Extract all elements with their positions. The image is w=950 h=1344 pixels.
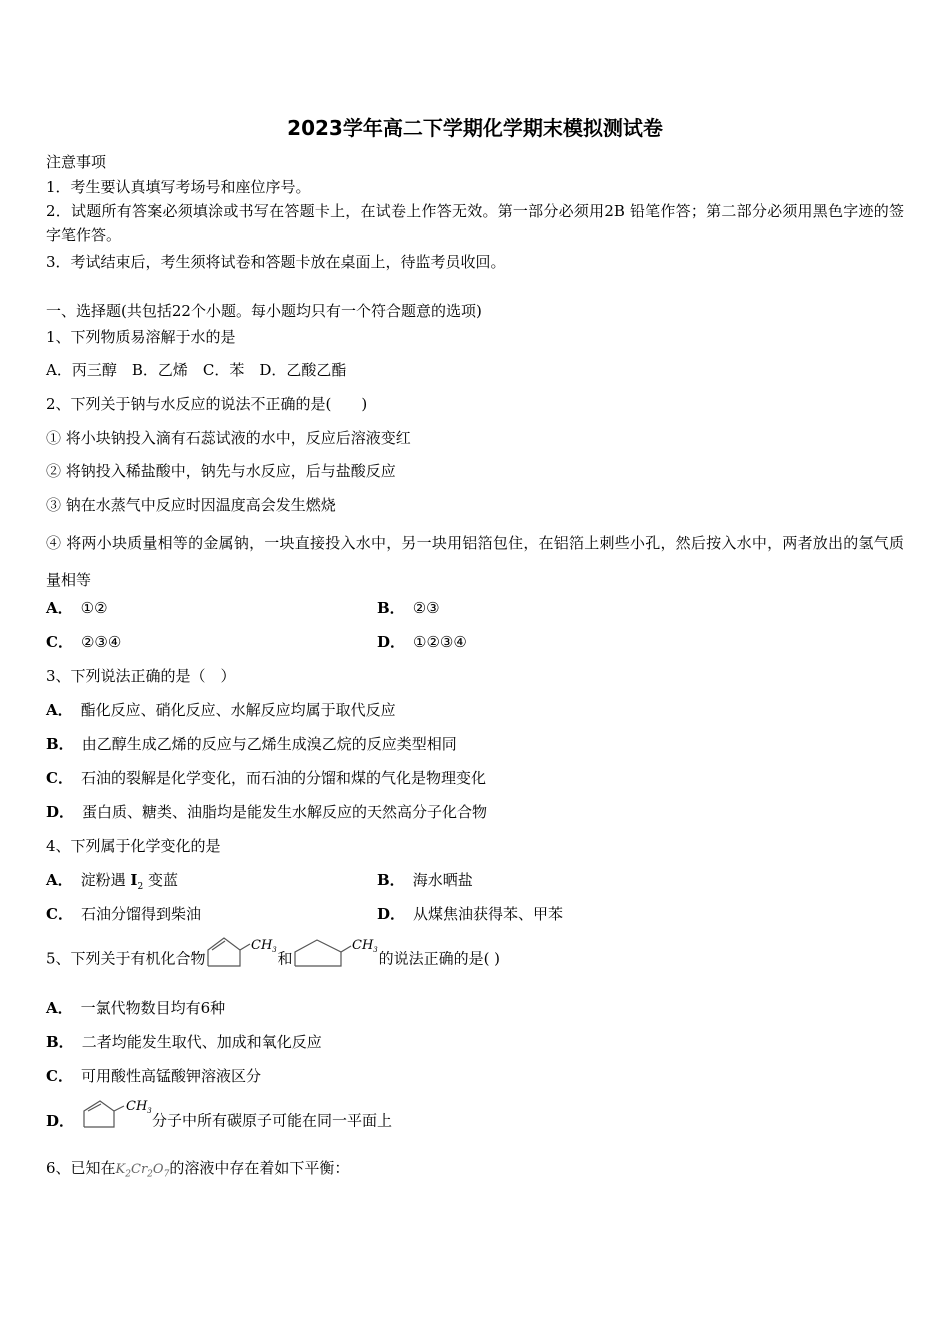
option-label: A． (46, 999, 73, 1017)
notice-item-2: 2．试题所有答案必须填涂或书写在答题卡上，在试卷上作答无效。第一部分必须用2B 铅笔作答；第二部分必须用黑色字迹的签字笔作答。 (46, 202, 904, 244)
q5-stem-start: 5、下列关于有机化合物 (46, 949, 206, 968)
option-text: ②③④ (80, 633, 122, 651)
option-label: D． (46, 803, 75, 821)
q5-stem-mid: 和 (277, 949, 293, 968)
q5-option-d (46, 1097, 392, 1146)
q4-stem: 4、下列属于化学变化的是 (46, 837, 221, 855)
option-label: D． (377, 905, 406, 923)
option-text: 石油的裂解是化学变化，而石油的分馏和煤的气化是物理变化 (80, 769, 486, 787)
methylcyclopentene-structure-icon (82, 1097, 152, 1131)
q3-option-c (46, 768, 486, 788)
q1-options: A．丙三醇 B．乙烯 C．苯 D．乙酸乙酯 (46, 361, 347, 379)
q2-option-a (46, 598, 108, 618)
q5-option-b (46, 1032, 322, 1052)
option-text: 分子中所有碳原子可能在同一平面上 (152, 1111, 393, 1130)
option-label: B． (46, 1033, 74, 1051)
option-label: C． (46, 905, 73, 923)
option-text: ①② (80, 599, 108, 617)
option-text: 从煤焦油获得苯、甲苯 (413, 905, 564, 923)
q3-option-b (46, 734, 457, 754)
svg-text:CH3: $CH_3$ (250, 938, 277, 954)
methylcyclopentene-structure (82, 1097, 152, 1146)
q6-stem (46, 1158, 349, 1185)
q2-option-c (46, 632, 121, 652)
option-label: B． (46, 735, 74, 753)
q2-statement-3: ③ 钠在水蒸气中反应时因温度高会发生燃烧 (46, 496, 336, 514)
potassium-dichromate-formula: $K_2Cr_2O_7$ (115, 1162, 170, 1180)
q6-stem-start: 6、已知在 (46, 1159, 116, 1177)
option-text: 可用酸性高锰酸钾溶液区分 (80, 1067, 261, 1085)
iodine-subscript: 2 (137, 882, 144, 892)
q2-option-d (377, 632, 467, 652)
iodine-symbol: I (130, 871, 138, 889)
option-label: A． (46, 871, 73, 889)
q5-stem (46, 934, 500, 985)
q5-option-c (46, 1066, 261, 1086)
option-label: C． (46, 1067, 73, 1085)
option-label: B． (377, 871, 405, 889)
q6-stem-end: 的溶液中存在着如下平衡： (169, 1159, 350, 1177)
q3-stem: 3、下列说法正确的是（ ） (46, 667, 236, 685)
option-label: A． (46, 701, 73, 719)
option-text-end: 变蓝 (143, 871, 178, 889)
q5-option-a (46, 998, 225, 1018)
option-text: ①②③④ (413, 633, 467, 651)
q2-statement-1: ① 将小块钠投入滴有石蕊试液的水中，反应后溶液变红 (46, 429, 411, 447)
notice-heading: 注意事项 (46, 153, 107, 171)
q4-option-c (46, 904, 201, 924)
option-label: D． (377, 633, 406, 651)
q2-statement-4: ④ 将两小块质量相等的金属钠，一块直接投入水中，另一块用铝箔包住，在铝箔上刺些小孔，然后按入水中，两者放出的氢气质量相等 (46, 534, 904, 589)
svg-text:CH3: $CH_3$ (126, 1099, 152, 1115)
q4-option-a (46, 870, 178, 897)
option-text: ②③ (412, 599, 440, 617)
q5-stem-end: 的说法正确的是( ) (378, 949, 501, 968)
option-label: D． (46, 1111, 75, 1130)
option-text: 由乙醇生成乙烯的反应与乙烯生成溴乙烷的反应类型相同 (81, 735, 457, 753)
methylcyclopentene-structure-icon (206, 934, 278, 970)
svg-text:CH3: $CH_3$ (351, 938, 378, 954)
option-label: C． (46, 633, 73, 651)
q1-stem: 1、下列物质易溶解于水的是 (46, 328, 236, 346)
q2-option-b (377, 598, 440, 618)
methylcyclopentane-structure-icon (293, 934, 379, 970)
option-text: 酯化反应、硝化反应、水解反应均属于取代反应 (80, 701, 396, 719)
option-label: A． (46, 599, 73, 617)
option-text: 一氯代物数目均有6种 (80, 999, 226, 1017)
option-text: 淀粉遇 (80, 871, 131, 889)
option-text: 石油分馏得到柴油 (80, 905, 201, 923)
q4-option-d (377, 904, 563, 924)
section-heading: 一、选择题(共包括22个小题。每小题均只有一个符合题意的选项) (46, 302, 482, 320)
q4-option-b (377, 870, 473, 890)
exam-title: 2023学年高二下学期化学期末模拟测试卷 (287, 116, 663, 140)
notice-item-1: 1．考生要认真填写考场号和座位序号。 (46, 178, 311, 196)
q3-option-a (46, 700, 396, 720)
option-text: 海水晒盐 (412, 871, 473, 889)
option-label: C． (46, 769, 73, 787)
methylcyclopentene-structure (206, 934, 278, 985)
notice-item-3: 3．考试结束后，考生须将试卷和答题卡放在桌面上，待监考员收回。 (46, 253, 506, 271)
option-text: 二者均能发生取代、加成和氧化反应 (81, 1033, 322, 1051)
option-label: B． (377, 599, 405, 617)
q2-stem: 2、下列关于钠与水反应的说法不正确的是( ) (46, 395, 368, 413)
option-text: 蛋白质、糖类、油脂均是能发生水解反应的天然高分子化合物 (82, 803, 488, 821)
q2-statement-2: ② 将钠投入稀盐酸中，钠先与水反应，后与盐酸反应 (46, 462, 396, 480)
methylcyclopentane-structure (293, 934, 379, 985)
q3-option-d (46, 802, 487, 822)
